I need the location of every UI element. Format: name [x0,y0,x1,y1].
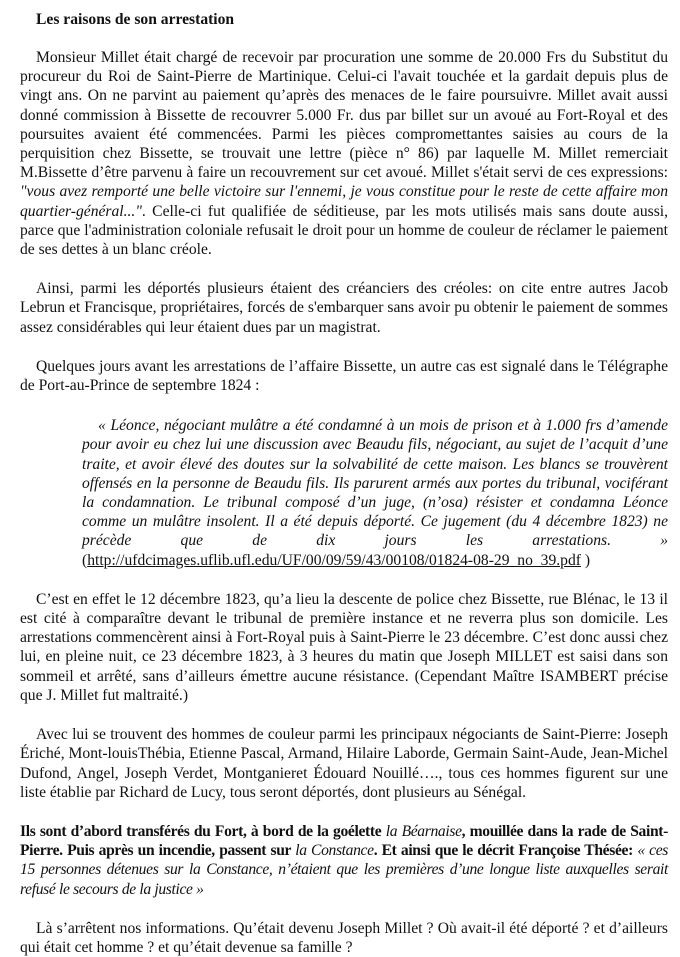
paragraph-creditors: Ainsi, parmi les déportés plusieurs étaient des créanciers des créoles: on cite entre autres Jacob Lebrun et Francisque, propriétaires, forcés de s'embarquer sans avoir pu obtenir le paiement de sommes assez considérables qui leur étaient dues par un magistrat. [20,280,668,336]
inline-quote: "vous avez remporté une belle victoire sur l'ennemi, je vous constitue pour le reste de cette affaire mon quartier-général..." [20,183,668,220]
paragraph-arrest: C’est en effet le 12 décembre 1823, qu’a lieu la descente de police chez Bissette, rue Blénac, le 13 il est cité à comparaître devant le tribunal de première instance et ne reverra plus son domicile. Les arrestations commencèrent ainsi à Fort-Royal puis à Saint-Pierre le 23 décembre. C’est donc aussi chez lui, en pleine nuit, ce 23 décembre 1823, à 3 heures du matin que Joseph MILLET est saisi dans son sommeil et arrêté, sans d’ailleurs émettre aucune résistance. (Cependant Maître ISAMBERT précise que J. Millet fut maltraité.) [20,590,668,704]
inline-quote: « ces 15 personnes détenues sur la Constance, n’étaient que les premières d’une longue liste auxquelles serait refusé le secours de la justice » [20,842,669,898]
block-quote-text: « Léonce, négociant mulâtre a été condamné à un mois de prison et à 1.000 frs d’amende pour avoir eu chez lui une discussion avec Beaudu fils, négociant, au sujet de l’acquit d’une traite, et avoir élevé des doutes sur la solvabilité de cette maison. Les blancs se trouvèrent offensés en la personne de Beaudu fils. Ils parurent armés aux portes du tribunal, vociférant la condamnation. Le tribunal composé d’un juge, (n’osa) résister et condamna Léonce comme un mulâtre insolent. Il a été depuis déporté. Ce jugement (du 4 décembre 1823) ne précède que de dix jours les arrestations. » [82,417,668,550]
paragraph-text: Ils sont d’abord transférés du Fort, à bord de la goélette [20,822,386,840]
paragraph-text: . Celle-ci fut qualifiée de séditieuse, par les mots utilisés mais sans doute aussi, parce que l'administration coloniale refusait le droit pour un homme de couleur de réclamer le paiement de ses dettes à un blanc créole. [20,202,668,259]
paragraph-text: Monsieur Millet était chargé de recevoir par procuration une somme de 20.000 Frs du Substitut du procureur du Roi de Saint-Pierre de Martinique. Celui-ci l'avait touchée et la gardait depuis plus de vingt ans. On ne parvint au paiement qu’après des menaces de le faire poursuivre. Millet avait aussi donné commission à Bissette de recouvrer 5.000 Fr. dus par billet sur un avoué au Fort-Royal et des poursuites avaient été commencées. Parmi les pièces compromettantes saisies au cours de la perquisition chez Bissette, se trouvait une lettre (pièce n° 86) par laquelle M. Millet remerciait M.Bissette d’être parvenu à faire un recouvrement sur cet avoué. Millet s'était servi de ces expressions: [20,49,668,182]
ship-name: la Constance [295,842,374,860]
paren-close: ) [580,551,591,569]
paragraph-text: . Et ainsi que le décrit Françoise Thésée: [373,842,638,860]
source-link[interactable]: http://ufdcimages.uflib.ufl.edu/UF/00/09/59/43/00108/01824-08-29_no_39.pdf [87,551,581,569]
paragraph-reasons [20,48,668,259]
paragraph-telegraphe: Quelques jours avant les arrestations de l’affaire Bissette, un autre cas est signalé dans le Télégraphe de Port-au-Prince de septembre 1824 : [20,357,668,395]
paragraph-questions: Là s’arrêtent nos informations. Qu’était devenu Joseph Millet ? Où avait-il été déporté ? et d’ailleurs qui était cet homme ? et qu’était devenue sa famille ? [20,919,668,956]
block-quote [82,416,668,570]
section-heading: Les raisons de son arrestation [36,11,235,28]
paren-open: ( [82,551,88,569]
paragraph-text: , mouillée dans la rade de Saint-Pierre. Puis après un incendie, passent sur [20,822,668,860]
source-citation [82,552,590,569]
paragraph-transfer [20,822,668,899]
ship-name: la Béarnaise [385,822,462,840]
paragraph-companions: Avec lui se trouvent des hommes de couleur parmi les principaux négociants de Saint-Pierre: Joseph Ériché, Mont-louisThébia, Etienne Pascal, Armand, Hilaire Laborde, Germain Saint-Aude, Jean-Michel Dufond, Angel, Joseph Verdet, Montganieret Édouard Nouillé…., tous ces hommes figurent sur une liste établie par Richard de Lucy, tous seront déportés, dont plusieurs au Sénégal. [20,726,668,801]
